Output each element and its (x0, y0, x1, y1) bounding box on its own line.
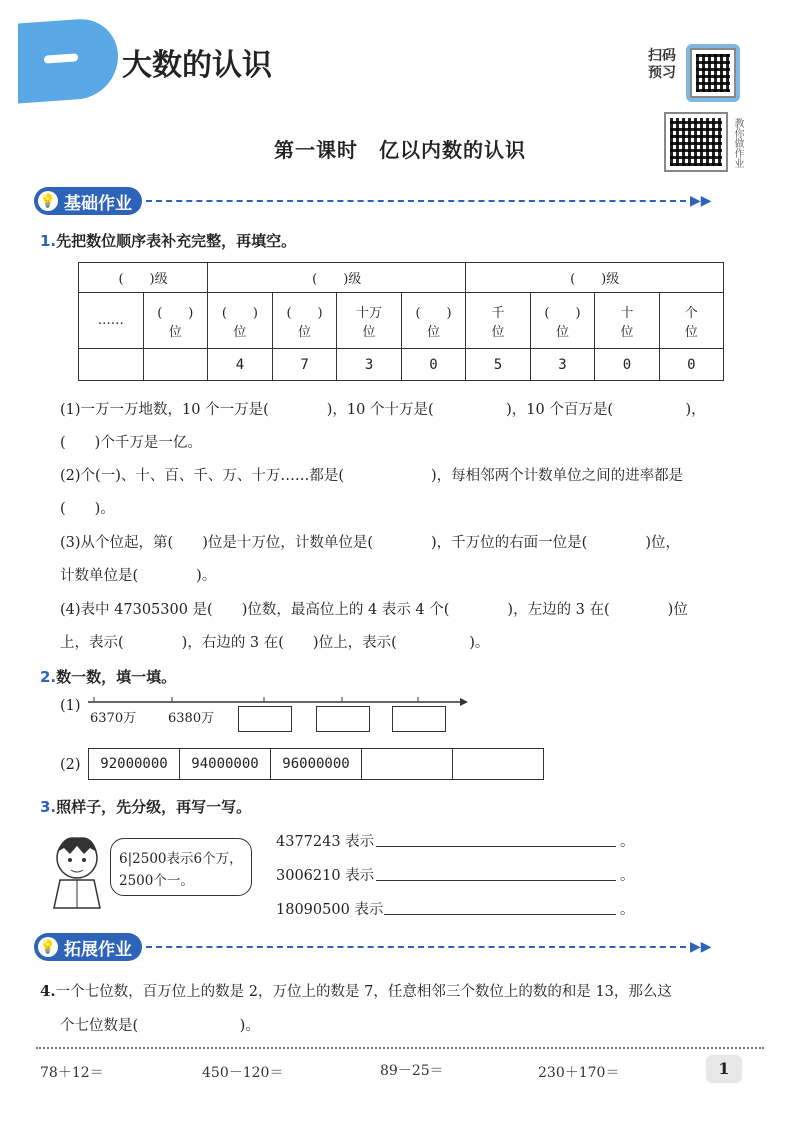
double-arrow-icon: ▶▶ (690, 939, 712, 955)
place-label-cell: 十 位 (595, 293, 659, 349)
question-4-line[interactable]: 个七位数是( )。 (60, 1018, 260, 1034)
lesson-title: 第一课时 亿以内数的认识 (274, 138, 526, 162)
digit-cell (143, 349, 208, 381)
mental-math-item[interactable]: 230＋170＝ (538, 1065, 620, 1081)
q3-row-label: 3006210 表示 (276, 868, 375, 884)
q1-item-line[interactable]: (1)一万一万地数，10 个一万是( )，10 个十万是( )，10 个百万是( )， (60, 402, 706, 418)
group-header[interactable]: ( )级 (466, 263, 724, 293)
mental-math-item[interactable]: 450－120＝ (202, 1065, 284, 1081)
group-header[interactable]: ( )级 (208, 263, 466, 293)
place-label-cell: …… (79, 293, 144, 349)
place-label-cell: 千 位 (466, 293, 530, 349)
q3-row-end: 。 (620, 834, 635, 850)
sequence-box: 96000000 (271, 748, 362, 780)
number-line-label: 6380万 (168, 711, 215, 726)
question-1-title: 1.先把数位顺序表补充完整，再填空。 (40, 232, 297, 250)
group-header[interactable]: ( )级 (79, 263, 208, 293)
digit-cell: 3 (337, 349, 401, 381)
q3-row-end: 。 (620, 902, 635, 918)
sequence-boxes (88, 748, 544, 780)
answer-box[interactable] (238, 706, 292, 732)
q3-row-label: 18090500 表示 (276, 902, 384, 918)
digit-cell: 4 (208, 349, 273, 381)
digit-cell: 0 (401, 349, 466, 381)
question-4-line[interactable]: 4.一个七位数，百万位上的数是 2，万位上的数是 7，任意相邻三个数位上的数的和是 13，那么这 (40, 982, 672, 1000)
number-line-arrow (460, 698, 468, 706)
place-value-table (78, 262, 724, 381)
q2-sub2-label: (2) (60, 757, 81, 773)
sequence-box[interactable] (453, 748, 544, 780)
digit-cell: 7 (272, 349, 337, 381)
section-header-basic: 💡 基础作业 ▶▶ (34, 186, 712, 216)
mental-math-item[interactable]: 78＋12＝ (40, 1065, 104, 1081)
q1-item-line[interactable]: (2)个(一)、十、百、千、万、十万……都是( )，每相邻两个计数单位之间的进率都是 (60, 468, 684, 484)
place-label-cell[interactable]: ( ) 位 (143, 293, 208, 349)
place-label-cell[interactable]: ( ) 位 (272, 293, 337, 349)
q1-item-line[interactable]: ( )个千万是一亿。 (60, 435, 202, 451)
place-label-cell[interactable]: ( ) 位 (530, 293, 595, 349)
sequence-box[interactable] (362, 748, 453, 780)
q1-item-line[interactable]: ( )。 (60, 501, 115, 517)
place-label-cell: 个 位 (659, 293, 723, 349)
digit-cell: 3 (530, 349, 595, 381)
digit-cell: 0 (659, 349, 723, 381)
lightbulb-icon: 💡 (38, 191, 58, 211)
sequence-box: 94000000 (180, 748, 271, 780)
answer-line[interactable] (376, 880, 616, 881)
double-arrow-icon: ▶▶ (690, 193, 712, 209)
qr-code-preview[interactable] (686, 44, 740, 102)
example-line: 2500个一。 (119, 873, 194, 889)
q1-item-line[interactable]: (3)从个位起，第( )位是十万位，计数单位是( )，千万位的右面一位是( )位， (60, 535, 680, 551)
answer-line[interactable] (376, 846, 616, 847)
q3-row-label: 4377243 表示 (276, 834, 375, 850)
question-3-title: 3.照样子，先分级，再写一写。 (40, 798, 252, 816)
example-line: 6|2500表示6个万， (119, 851, 243, 867)
unit-title: 大数的认识 (122, 48, 272, 83)
example-bubble (110, 838, 252, 896)
digit-cell: 5 (466, 349, 530, 381)
lightbulb-icon: 💡 (38, 937, 58, 957)
scan-label: 扫码 预习 (648, 48, 676, 81)
q1-item-line[interactable]: 计数单位是( )。 (60, 568, 217, 584)
place-label-row (79, 293, 724, 349)
digit-row (79, 349, 724, 381)
answer-line[interactable] (384, 914, 616, 915)
digit-cell: 0 (595, 349, 659, 381)
q2-sub1-label: (1) (60, 698, 81, 714)
qr-side-note: 教你做作业 (732, 118, 743, 168)
number-line-label: 6370万 (90, 711, 137, 726)
place-label-cell[interactable]: ( ) 位 (208, 293, 273, 349)
section-header-extended: 💡 拓展作业 ▶▶ (34, 932, 712, 962)
page-number: 1 (706, 1055, 742, 1083)
place-label-cell: 十万 位 (337, 293, 401, 349)
q3-row-end: 。 (620, 868, 635, 884)
sequence-box: 92000000 (88, 748, 180, 780)
unit-tab-decoration (18, 17, 118, 104)
footer-divider (36, 1047, 764, 1049)
student-cartoon-icon (44, 830, 110, 910)
answer-box[interactable] (316, 706, 370, 732)
q1-item-line[interactable]: (4)表中 47305300 是( )位数，最高位上的 4 表示 4 个( )，左边的 3 在( )位 (60, 602, 688, 618)
place-label-cell[interactable]: ( ) 位 (401, 293, 466, 349)
mental-math-item[interactable]: 89－25＝ (380, 1063, 444, 1079)
answer-box[interactable] (392, 706, 446, 732)
question-2-title: 2.数一数，填一填。 (40, 668, 177, 686)
q1-item-line[interactable]: 上，表示( )，右边的 3 在( )位上，表示( )。 (60, 635, 490, 651)
digit-cell (79, 349, 144, 381)
